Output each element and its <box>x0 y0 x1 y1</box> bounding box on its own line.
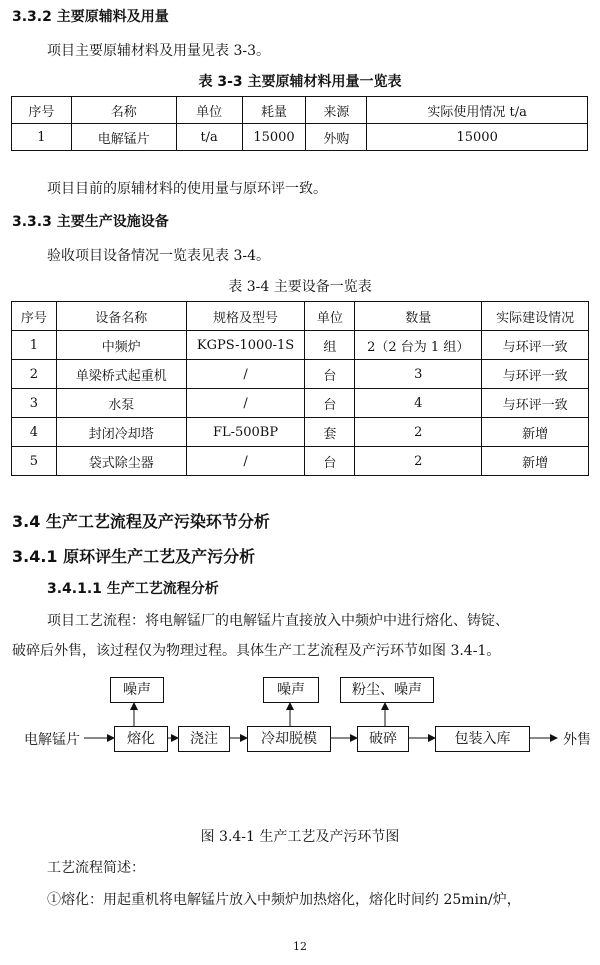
figure-caption: 图 3.4-1 生产工艺及产污环节图 <box>200 829 400 845</box>
table-header-row <box>12 97 588 124</box>
table-cell: 1 <box>12 331 57 360</box>
table-header-cell: 规格及型号 <box>186 302 305 331</box>
table-cell: 电解锰片 <box>71 124 176 151</box>
table-3-4 <box>11 301 589 476</box>
section-heading-3-4: 3.4 生产工艺流程及产污染环节分析 <box>12 512 270 531</box>
section-heading-3-4-1-1: 3.4.1.1 生产工艺流程分析 <box>47 581 219 597</box>
table-cell: 袋式除尘器 <box>56 447 186 476</box>
table-row <box>12 447 589 476</box>
table-cell: 4 <box>355 389 482 418</box>
flow-step-box: 浇注 <box>178 726 230 752</box>
table-header-cell: 耗量 <box>242 97 306 124</box>
flow-output-label: 外售 <box>563 732 591 748</box>
table-header-cell: 单位 <box>176 97 242 124</box>
table-cell: 台 <box>305 447 355 476</box>
emission-box: 噪声 <box>110 677 164 703</box>
table-cell: 组 <box>305 331 355 360</box>
flow-step-box: 熔化 <box>114 726 168 752</box>
paragraph-process-line1: 项目工艺流程：将电解锰厂的电解锰片直接放入中频炉中进行熔化、铸锭、 <box>47 613 509 629</box>
section-intro-3-3-3: 验收项目设备情况一览表见表 3-4。 <box>47 248 270 264</box>
section-heading-3-4-1: 3.4.1 原环评生产工艺及产污分析 <box>12 547 256 566</box>
section-heading-3-3-3: 3.3.3 主要生产设施设备 <box>12 214 169 230</box>
table-row <box>12 124 588 151</box>
paragraph-process-line2: 破碎后外售，该过程仅为物理过程。具体生产工艺流程及产污环节如图 3.4-1。 <box>12 643 501 659</box>
table-3-3 <box>11 96 588 151</box>
flow-step-box: 冷却脱模 <box>247 726 331 752</box>
table-cell: 新增 <box>482 418 589 447</box>
table-cell: 15000 <box>367 124 588 151</box>
table-cell: 外购 <box>306 124 367 151</box>
table-cell: 中频炉 <box>56 331 186 360</box>
table-3-3-caption: 表 3-3 主要原辅材料用量一览表 <box>198 74 402 90</box>
table-cell: 5 <box>12 447 57 476</box>
table-cell: 3 <box>355 360 482 389</box>
table-header-cell: 单位 <box>305 302 355 331</box>
table-header-cell: 实际使用情况 t/a <box>367 97 588 124</box>
emission-box: 噪声 <box>263 677 319 703</box>
table-cell: 3 <box>12 389 57 418</box>
table-header-cell: 序号 <box>12 302 57 331</box>
table-cell: 与环评一致 <box>482 389 589 418</box>
table-header-cell: 序号 <box>12 97 72 124</box>
flow-step-box: 破碎 <box>357 726 409 752</box>
brief-title: 工艺流程简述： <box>47 860 145 876</box>
flow-step-box: 包装入库 <box>435 726 530 752</box>
table-header-cell: 数量 <box>355 302 482 331</box>
table-cell: / <box>186 389 305 418</box>
table-cell: 水泵 <box>56 389 186 418</box>
table-header-cell: 实际建设情况 <box>482 302 589 331</box>
table-row <box>12 331 589 360</box>
table-header-cell: 名称 <box>71 97 176 124</box>
table-cell: 单梁桥式起重机 <box>56 360 186 389</box>
table-cell: 2 <box>355 418 482 447</box>
table-cell: 新增 <box>482 447 589 476</box>
table-row <box>12 389 589 418</box>
table-cell: 2 <box>355 447 482 476</box>
table-cell: KGPS-1000-1S <box>186 331 305 360</box>
table-cell: 与环评一致 <box>482 331 589 360</box>
table-cell: FL-500BP <box>186 418 305 447</box>
table-cell: 与环评一致 <box>482 360 589 389</box>
table-cell: 台 <box>305 389 355 418</box>
table-cell: / <box>186 360 305 389</box>
table-header-row <box>12 302 589 331</box>
table-cell: 15000 <box>242 124 306 151</box>
section-intro-3-3-2: 项目主要原辅材料及用量见表 3-3。 <box>47 43 270 59</box>
table-3-4-caption: 表 3-4 主要设备一览表 <box>228 279 372 295</box>
paragraph-usage-consistent: 项目目前的原辅材料的使用量与原环评一致。 <box>47 181 327 197</box>
table-cell: 套 <box>305 418 355 447</box>
page-number: 12 <box>293 940 307 953</box>
step1-description: ①熔化：用起重机将电解锰片放入中频炉加热熔化，熔化时间约 25min/炉， <box>47 892 521 908</box>
flow-input-label: 电解锰片 <box>24 732 80 748</box>
table-header-cell: 设备名称 <box>56 302 186 331</box>
emission-box: 粉尘、噪声 <box>340 677 434 703</box>
table-cell: 台 <box>305 360 355 389</box>
table-header-cell: 来源 <box>306 97 367 124</box>
table-row <box>12 360 589 389</box>
table-cell: 1 <box>12 124 72 151</box>
section-heading-3-3-2: 3.3.2 主要原辅料及用量 <box>12 9 169 25</box>
table-cell: / <box>186 447 305 476</box>
table-cell: 封闭冷却塔 <box>56 418 186 447</box>
table-cell: 2（2 台为 1 组） <box>355 331 482 360</box>
table-cell: t/a <box>176 124 242 151</box>
table-cell: 4 <box>12 418 57 447</box>
table-row <box>12 418 589 447</box>
table-cell: 2 <box>12 360 57 389</box>
